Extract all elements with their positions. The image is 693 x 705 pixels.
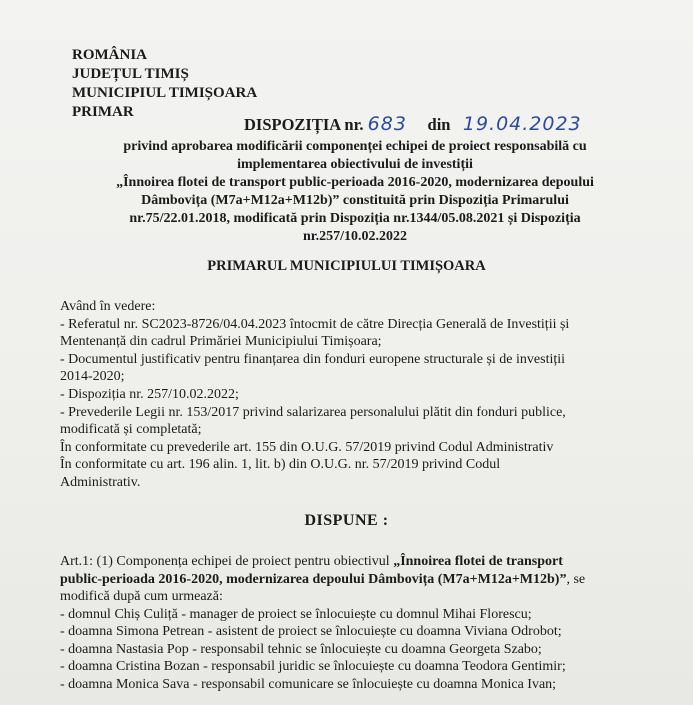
list-item: - doamna Monica Sava - responsabil comunicare se înlocuiește cu doamna Monica Ivan; — [60, 676, 557, 692]
considering-section — [60, 298, 660, 492]
mayor-heading: PRIMARUL MUNICIPIULUI TIMIȘOARA — [207, 258, 486, 274]
considering-line: 2014-2020; — [60, 369, 125, 385]
article-intro-line2 — [60, 571, 670, 589]
handwritten-date: 19.04.2023 — [462, 113, 582, 135]
header-office: PRIMAR — [72, 104, 134, 120]
list-item: - domnul Chiș Culiță - manager de proiect se înlocuiește cu domnul Mihai Florescu; — [60, 606, 532, 622]
title-label: DISPOZIȚIA nr. — [244, 115, 364, 134]
subtitle-line: implementarea obiectivului de investiții — [237, 157, 473, 172]
subtitle-line: Dâmbovița (M7a+M12a+M12b)” constituită prin Dispoziția Primarului — [141, 193, 569, 208]
list-item: - doamna Cristina Bozan - responsabil juridic se înlocuiește cu doamna Teodora Gentimir; — [60, 659, 566, 674]
considering-line: Mentenanță din cadrul Primăriei Municipiului Timișoara; — [60, 334, 382, 350]
document-subtitle — [60, 138, 650, 246]
issuer-header — [72, 46, 257, 122]
article-intro-bold: „Înnoirea flotei de transport — [393, 554, 563, 569]
subtitle-line: nr.257/10.02.2022 — [302, 229, 408, 244]
header-municipality: MUNICIPIUL TIMIȘOARA — [72, 85, 258, 101]
considering-line: Administrativ. — [60, 474, 141, 490]
considering-line: - Referatul nr. SC2023-8726/04.04.2023 întocmit de către Direcția Generală de Investiții și — [60, 316, 570, 332]
title-from-word: din — [427, 115, 451, 134]
article-1 — [60, 553, 670, 693]
considering-line: - Documentul justificativ pentru finanțarea din fonduri europene structurale și de investiții — [60, 351, 566, 367]
considering-line: În conformitate cu art. 196 alin. 1, lit. b) din O.U.G. nr. 57/2019 privind Codul — [60, 457, 501, 473]
considering-line: modificată și completată; — [60, 422, 202, 438]
article-intro-plain: Art.1: (1) Componența echipei de proiect pentru obiectivul — [60, 554, 394, 569]
list-item: - doamna Simona Petrean - asistent de proiect se înlocuiește cu doamna Viviana Odrobot; — [60, 624, 562, 639]
article-intro-line3: modifică după cum urmează: — [60, 589, 223, 604]
considering-line: În conformitate cu prevederile art. 155 din O.U.G. 57/2019 privind Codul Administrativ — [60, 439, 554, 455]
document-title — [244, 113, 582, 135]
subtitle-line: privind aprobarea modificării componenței echipei de proiect responsabilă cu — [123, 139, 587, 154]
handwritten-number: 683 — [367, 113, 407, 135]
article-line2-bold: public-perioada 2016-2020, modernizarea depoului Dâmbovița (M7a+M12a+M12b)” — [60, 571, 567, 587]
article-intro — [60, 553, 670, 571]
considering-line: - Dispoziția nr. 257/10.02.2022; — [60, 386, 239, 402]
considering-line: Având în vedere: — [60, 299, 156, 314]
subtitle-line: „Înnoirea flotei de transport public-perioada 2016-2020, modernizarea depoului — [116, 175, 594, 190]
article-line2-plain: , se — [566, 571, 586, 587]
considering-line: - Prevederile Legii nr. 153/2017 privind salarizarea personalului plătit din fonduri publice, — [60, 404, 566, 420]
list-item: - doamna Nastasia Pop - responsabil tehnic se înlocuiește cu doamna Georgeta Szabo; — [60, 641, 542, 657]
header-country: ROMÂNIA — [72, 47, 147, 63]
dispune-heading: DISPUNE : — [304, 512, 389, 529]
header-county: JUDEȚUL TIMIȘ — [72, 66, 189, 82]
subtitle-line: nr.75/22.01.2018, modificată prin Dispoziția nr.1344/05.08.2021 și Dispoziția — [129, 211, 581, 226]
